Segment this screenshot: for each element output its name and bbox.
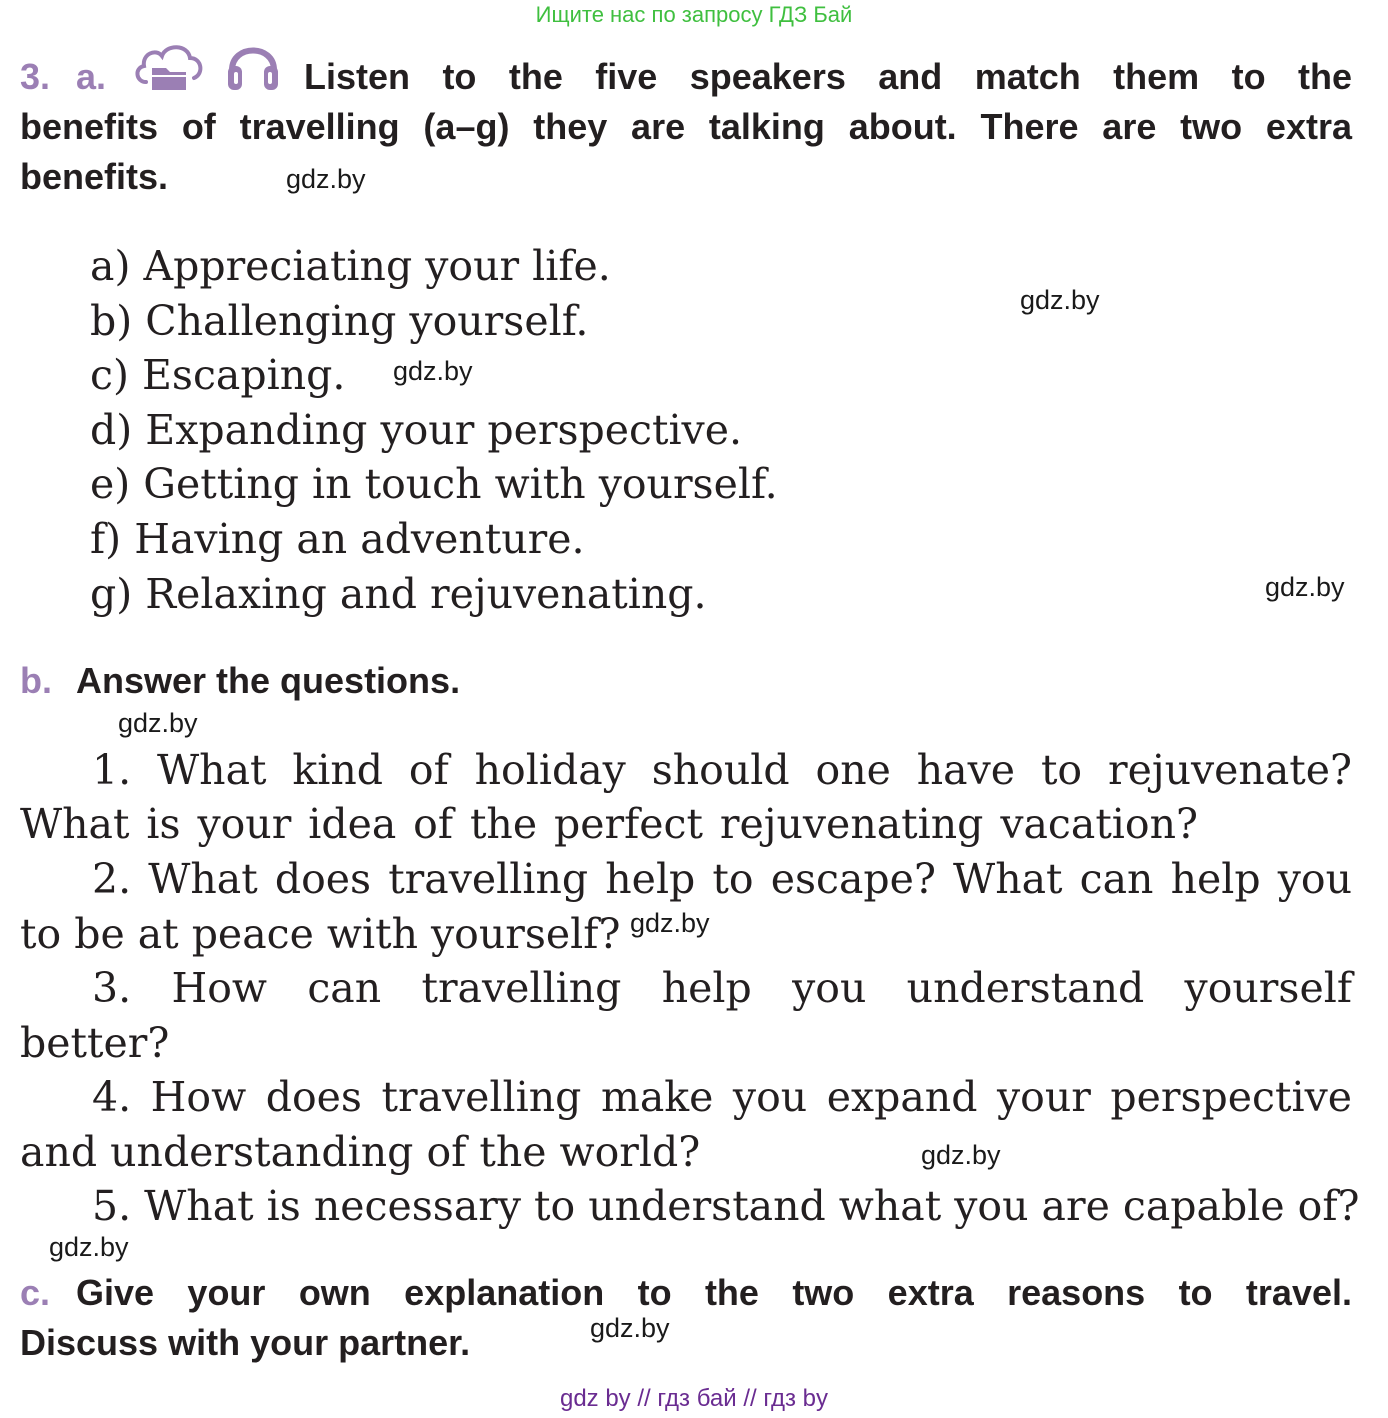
benefit-item-b: b) Challenging yourself. <box>90 297 589 345</box>
watermark: gdz.by <box>630 908 710 938</box>
question-3-line-1: 3. How can travelling help you understand yourself <box>92 964 1352 1012</box>
instruction-line-3: benefits. <box>20 156 169 197</box>
benefit-item-c: c) Escaping. <box>90 351 346 399</box>
watermark: gdz.by <box>1020 285 1100 315</box>
watermark: gdz.by <box>921 1140 1001 1170</box>
question-5-line-1: 5. What is necessary to understand what you are capable of? <box>92 1182 1360 1230</box>
watermark: gdz.by <box>118 708 198 738</box>
benefit-item-d: d) Expanding your perspective. <box>90 406 743 454</box>
question-4-line-1: 4. How does travelling make you expand your perspective <box>92 1073 1352 1121</box>
watermark: gdz.by <box>590 1313 670 1343</box>
question-4-line-2: and understanding of the world? <box>20 1128 701 1176</box>
benefit-item-f: f) Having an adventure. <box>90 515 585 563</box>
instruction-line-1: Listen to the five speakers and match them to the <box>304 56 1352 97</box>
instruction-line-2: benefits of travelling (a–g) they are talking about. There are two extra <box>20 106 1352 147</box>
part-b-label: b. <box>20 660 52 701</box>
question-2-line-2: to be at peace with yourself? <box>20 910 621 958</box>
question-1-line-2: What is your idea of the perfect rejuvenating vacation? <box>20 800 1198 848</box>
part-c-line-2: Discuss with your partner. <box>20 1322 471 1363</box>
part-c-label: c. <box>20 1272 51 1313</box>
top-note: Ищите нас по запросу ГДЗ Бай <box>535 2 853 27</box>
exercise-number: 3. <box>20 56 51 97</box>
question-1-line-1: 1. What kind of holiday should one have to rejuvenate? <box>92 746 1352 794</box>
watermark: gdz.by <box>393 356 473 386</box>
headphones-icon[interactable] <box>224 34 282 94</box>
question-2-line-1: 2. What does travelling help to escape? What can help you <box>92 855 1352 903</box>
cloud-folder-icon[interactable] <box>132 38 206 94</box>
part-a-label: a. <box>76 56 107 97</box>
watermark: gdz.by <box>49 1232 129 1262</box>
benefit-item-e: e) Getting in touch with yourself. <box>90 460 778 508</box>
part-c-line-1: Give your own explanation to the two extra reasons to travel. <box>76 1272 1352 1313</box>
benefit-item-g: g) Relaxing and rejuvenating. <box>90 570 707 618</box>
question-3-line-2: better? <box>20 1019 170 1067</box>
part-b-title: Answer the questions. <box>76 660 461 701</box>
watermark: gdz.by <box>286 164 366 194</box>
benefit-item-a: a) Appreciating your life. <box>90 242 611 290</box>
watermark: gdz.by <box>1265 572 1345 602</box>
footer: gdz by // гдз бай // гдз by <box>559 1385 829 1412</box>
